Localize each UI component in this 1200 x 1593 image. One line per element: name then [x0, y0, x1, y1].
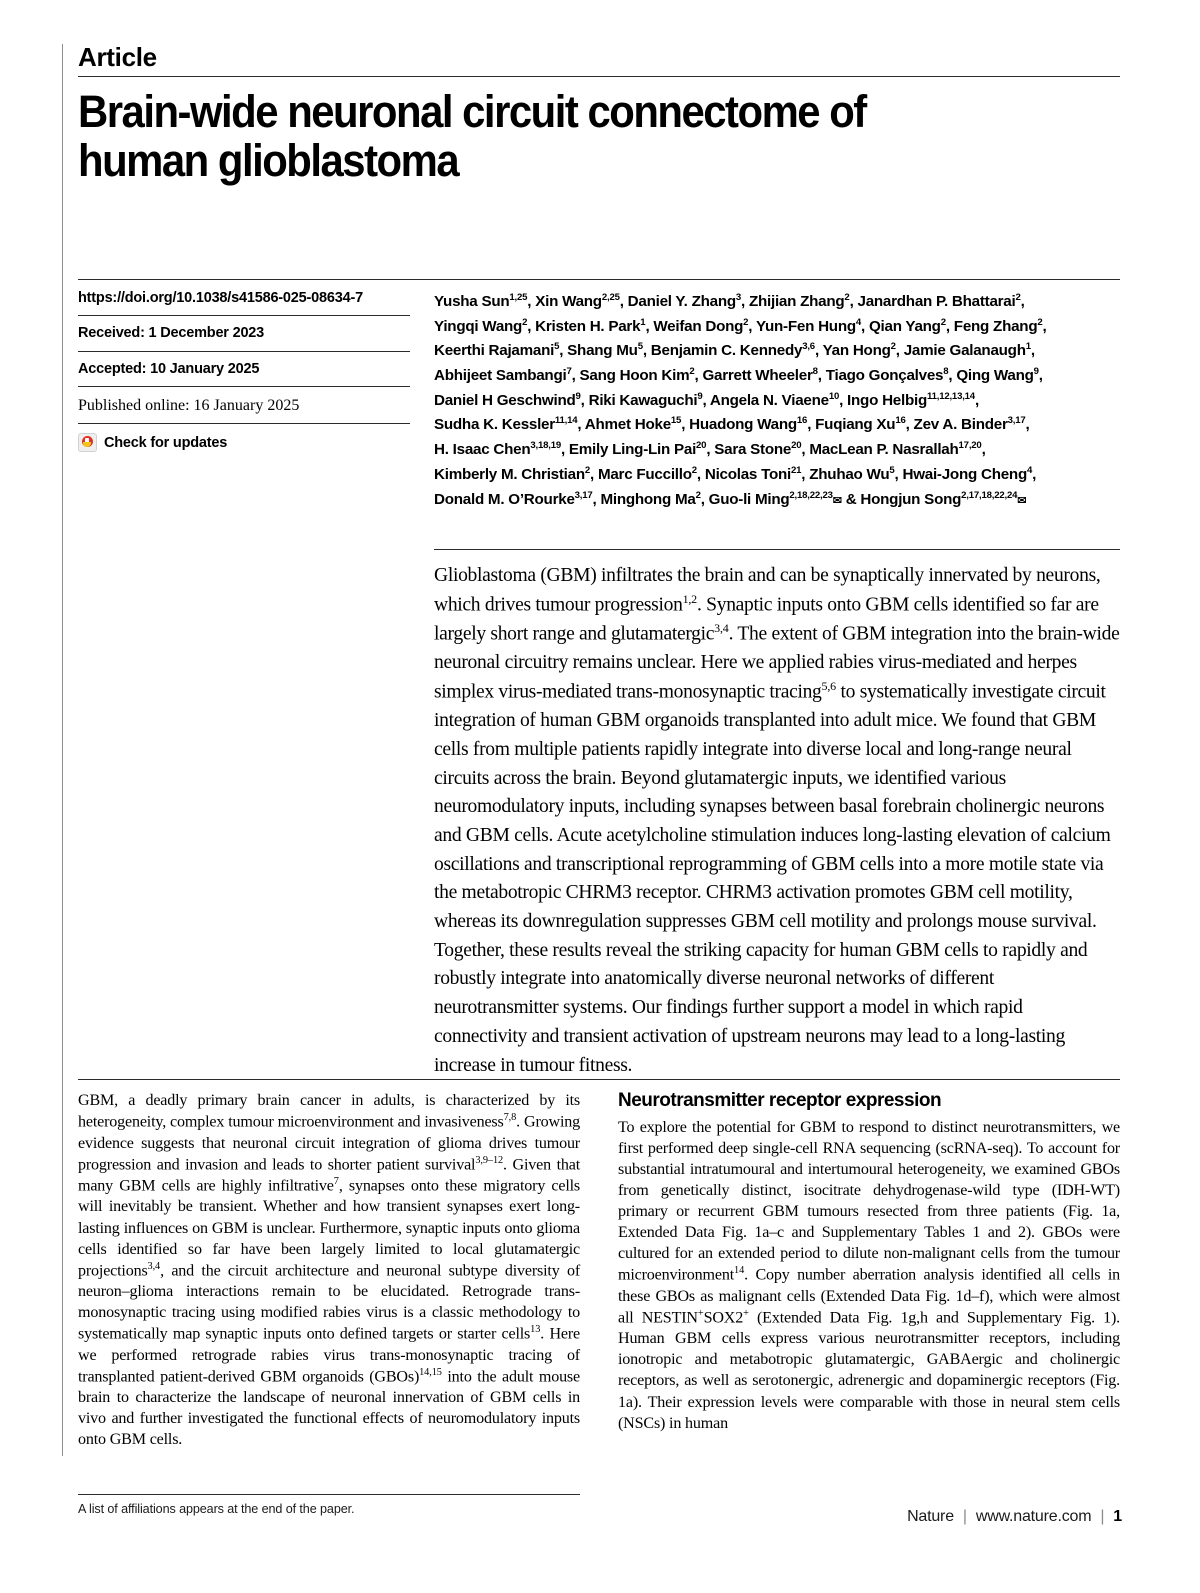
footer-journal-name: Nature [907, 1508, 954, 1525]
author-line: Sudha K. Kessler$^{11,14}$, Ahmet Hoke$^{15}$, Huadong Wang$^{16}$, Fuqiang Xu$^{16}$, Zev A. Binder$^{3,17}$, [434, 415, 1030, 434]
body-top-divider [78, 1079, 1120, 1080]
footer-separator: | [962, 1508, 967, 1525]
section-heading: Neurotransmitter receptor expression [618, 1090, 942, 1111]
crossmark-icon [78, 433, 97, 452]
affiliations-footnote-block [78, 1494, 580, 1516]
metadata-column [78, 280, 410, 452]
author-line: Yingqi Wang$^2$, Kristen H. Park$^1$, Weifan Dong$^2$, Yun-Fen Hung$^4$, Qian Yang$^2$, Feng Zhang$^2$, [434, 316, 1047, 335]
intro-paragraph: GBM, a deadly primary brain cancer in adults, is characterized by its heterogeneity, complex tumour microenvironment and invasiveness$^{7,8}$. Growing evidence suggests that neuronal circuit integration of glioma drives tumour progression and invasion and leads to shorter patient survival$^{3,9-12}$. Given that many GBM cells are highly infiltrative$^7$, synapses onto these migratory cells will inevitably be transient. Whether and how transient synapses exert long-lasting influences on GBM is unclear. Furthermore, synaptic inputs onto glioma cells identified so far have been largely limited to local glutamatergic projections$^{3,4}$, and the circuit architecture and neuronal subtype diversity of neuron–glioma interactions remain to be elucidated. Retrograde trans-monosynaptic tracing using modified rabies virus is a classic methodology to systematically map synaptic inputs onto defined targets or starter cells$^{13}$. Here we performed retrograde rabies virus trans-monosynaptic tracing of transplanted patient-derived GBM organoids (GBOs)$^{14,15}$ into the adult mouse brain to characterize the landscape of neuronal innervation of GBM cells in vivo and further investigated the functional effects of neuromodulatory inputs onto GBM cells. [78, 1092, 580, 1449]
footnote-divider [78, 1494, 580, 1495]
title-line-2: human glioblastoma [78, 134, 459, 186]
check-for-updates-label: Check for updates [104, 434, 228, 451]
published-online-date: Published online: 16 January 2025 [78, 387, 410, 424]
title-line-1: Brain-wide neuronal circuit connectome of [78, 86, 866, 137]
author-line: Abhijeet Sambangi$^7$, Sang Hoon Kim$^2$, Garrett Wheeler$^8$, Tiago Gonçalves$^8$, Qing Wang$^9$, [434, 366, 1043, 385]
author-line: H. Isaac Chen$^{3,18,19}$, Emily Ling-Lin Pai$^{20}$, Sara Stone$^{20}$, MacLean P. Nasrallah$^{17,20}$, [434, 440, 986, 459]
author-line: Donald M. O’Rourke$^{3,17}$, Minghong Ma$^2$, Guo-li Ming$^{2,18,22,23}$✉ & Hongjun Song$^{2,17,18,22,24}$✉ [434, 489, 1027, 508]
page-left-rule [62, 44, 63, 1456]
author-list [410, 280, 1120, 512]
accepted-date: Accepted: 10 January 2025 [78, 352, 410, 387]
metadata-authors-block [78, 279, 1120, 512]
body-block [78, 1079, 1120, 1450]
check-for-updates-button[interactable] [78, 424, 410, 452]
abstract-text: Glioblastoma (GBM) infiltrates the brain and can be synaptically innervated by neurons, which drives tumour progression$^{1,2}$. Synaptic inputs onto GBM cells identified so far are largely short range and glutamatergic$^{3,4}$. The extent of GBM integration into the brain-wide neuronal circuitry remains unclear. Here we applied rabies virus-mediated and herpes simplex virus-mediated trans-monosynaptic tracing$^{5,6}$ to systematically investigate circuit integration of human GBM organoids transplanted into adult mice. We found that GBM cells from multiple patients rapidly integrate into diverse local and long-range neural circuits across the brain. Beyond glutamatergic inputs, we identified various neuromodulatory inputs, including synapses between basal forebrain cholinergic neurons and GBM cells. Acute acetylcholine stimulation induces long-lasting elevation of calcium oscillations and transcriptional reprogramming of GBM cells into a more motile state via the metabotropic CHRM3 receptor. CHRM3 activation promotes GBM cell motility, whereas its downregulation suppresses GBM cell motility and prolongs mouse survival. Together, these results reveal the striking capacity for human GBM cells to rapidly and robustly integrate into anatomically diverse neuronal networks of different neurotransmitter systems. Our findings further support a model in which rapid connectivity and transient activation of upstream neurons may lead to a long-lasting increase in tumour fitness. [434, 565, 1120, 1076]
article-type-kicker: Article [78, 42, 157, 72]
body-right-column [618, 1090, 1120, 1450]
kicker-divider [78, 76, 1120, 77]
abstract-top-divider [434, 549, 1120, 550]
footer-website[interactable]: www.nature.com [975, 1508, 1092, 1525]
page-footer [907, 1508, 1122, 1526]
footer-separator: | [1100, 1508, 1105, 1525]
received-date: Received: 1 December 2023 [78, 316, 410, 351]
section-paragraph: To explore the potential for GBM to respond to distinct neurotransmitters, we first performed deep single-cell RNA sequencing (scRNA-seq). To account for substantial intratumoural and intertumoural heterogeneity, we examined GBOs from genetically distinct, isocitrate dehydrogenase-wild type (IDH-WT) primary or recurrent GBM tumours resected from three patients (Fig. 1a, Extended Data Fig. 1a–c and Supplementary Tables 1 and 2). GBOs were cultured for an extended period to dilute non-malignant cells from the tumour microenvironment$^{14}$. Copy number aberration analysis identified all cells in these GBOs as malignant cells (Extended Data Fig. 1d–f), which were almost all NESTIN+SOX2+ (Extended Data Fig. 1g,h and Supplementary Fig. 1). Human GBM cells express various neurotransmitter receptors, including ionotropic and metabotropic glutamatergic, GABAergic and cholinergic receptors, as well as serotonergic, adrenergic and dopaminergic receptors (Fig. 1a). Their expression levels were comparable with those in neural stem cells (NSCs) in human [618, 1118, 1121, 1432]
author-line: Kimberly M. Christian$^2$, Marc Fuccillo$^2$, Nicolas Toni$^{21}$, Zhuhao Wu$^5$, Hwai-Jong Cheng$^4$, [434, 464, 1037, 483]
page-title [78, 88, 1163, 185]
page-content [78, 42, 1121, 1516]
body-left-column [78, 1090, 580, 1450]
author-line: Daniel H Geschwind$^9$, Riki Kawaguchi$^9$, Angela N. Viaene$^{10}$, Ingo Helbig$^{11,12,13,14}$, [434, 390, 979, 409]
footer-page-number: 1 [1113, 1508, 1122, 1525]
abstract-block [434, 549, 1120, 1080]
author-line: Keerthi Rajamani$^5$, Shang Mu$^5$, Benjamin C. Kennedy$^{3,6}$, Yan Hong$^2$, Jamie Galanaugh$^1$, [434, 341, 1035, 360]
author-line: Yusha Sun$^{1,25}$, Xin Wang$^{2,25}$, Daniel Y. Zhang$^3$, Zhijian Zhang$^2$, Janardhan P. Bhattarai$^2$, [434, 292, 1025, 311]
affiliations-footnote: A list of affiliations appears at the end of the paper. [78, 1502, 355, 1516]
doi-link[interactable]: https://doi.org/10.1038/s41586-025-08634-7 [78, 280, 410, 316]
